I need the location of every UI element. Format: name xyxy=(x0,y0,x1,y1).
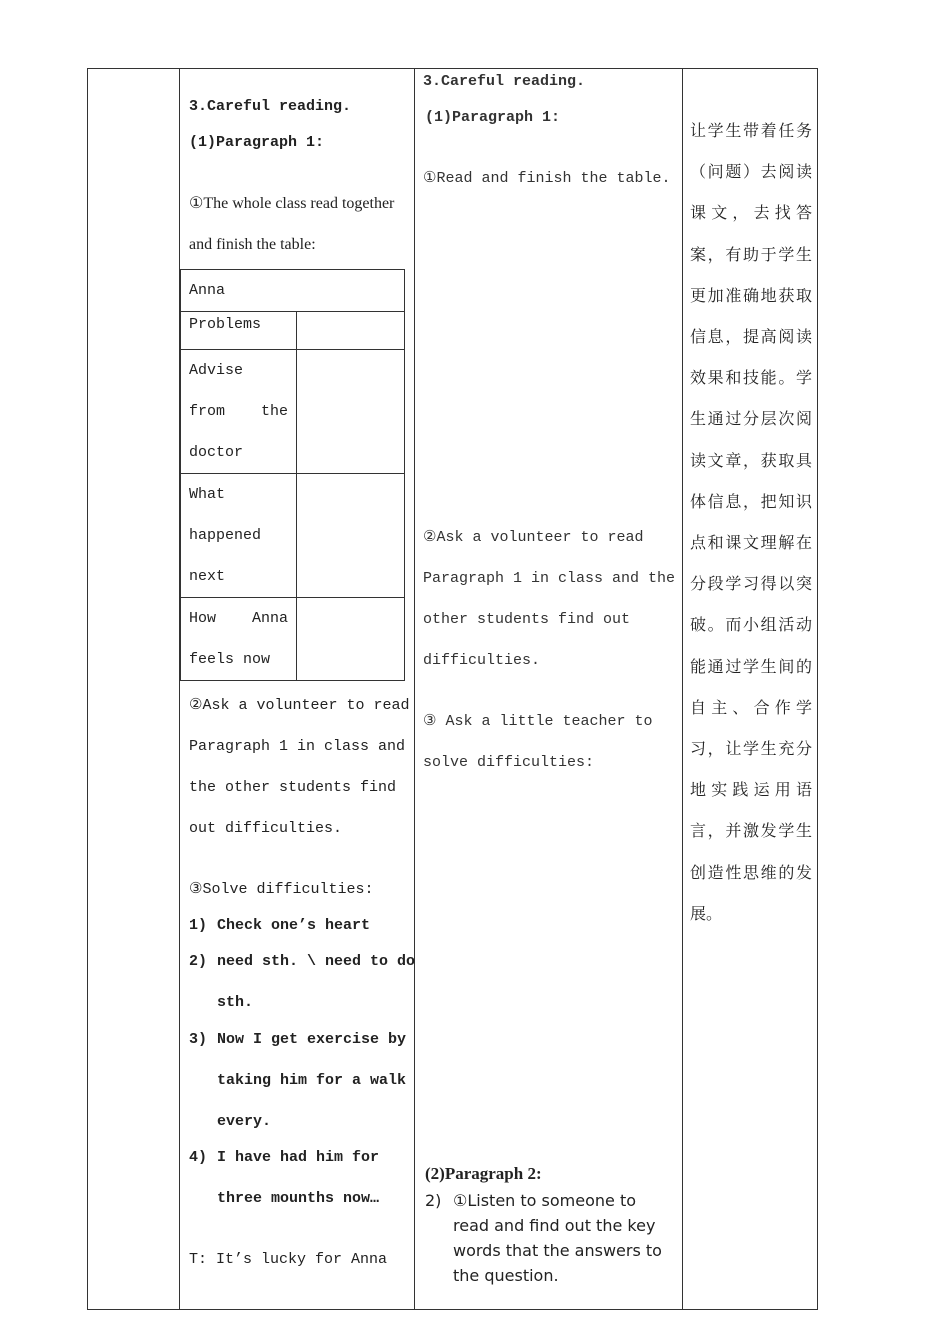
step-three-text: ③Solve difficulties: xyxy=(189,881,374,898)
table-title-cell: Anna xyxy=(181,270,405,312)
step-two-line: ②Ask a volunteer to read xyxy=(423,529,644,546)
paragraph-two-block xyxy=(425,1160,662,1288)
list-number: 2) xyxy=(189,953,208,970)
list-number: 3) xyxy=(189,1031,208,1048)
table-row-label: How Anna feels now xyxy=(181,598,297,681)
step-two-line: other students find out xyxy=(423,611,631,628)
list-item: Check one’s heart xyxy=(217,917,371,934)
section-heading: 3.Careful reading. xyxy=(423,73,586,90)
list-item: three mounths now… xyxy=(217,1190,380,1207)
table-answer-cell[interactable] xyxy=(297,474,405,598)
design-rationale-note: 让学生带着任务（问题）去阅读课文，去找答案，有助于学生更加准确地获取信息，提高阅读效果和技能。学生通过分层次阅读文章，获取具体信息，把知识点和课文理解在分段学习得以突破。而小组活动能通过学生间的自主、合作学习，让学生充分地实践运用语言，并激发学生创造性思维的发展。 xyxy=(690,121,812,923)
paragraph-two-text: ①Listen to someone to read and find out the key words that the answers to the question. xyxy=(453,1191,662,1285)
column-divider xyxy=(682,68,683,1310)
list-item: taking him for a walk xyxy=(217,1072,407,1089)
table-row-label: Advise from the doctor xyxy=(181,350,297,474)
paragraph-two-heading: (2)Paragraph 2: xyxy=(425,1164,542,1183)
anna-table xyxy=(180,269,405,681)
paragraph-heading: (1)Paragraph 1: xyxy=(425,109,561,126)
section-heading: 3.Careful reading. xyxy=(189,98,352,115)
step-one-text: ①Read and finish the table. xyxy=(423,170,671,187)
list-item: sth. xyxy=(217,994,254,1011)
step-two-line: out difficulties. xyxy=(189,820,343,837)
table-answer-cell[interactable] xyxy=(297,350,405,474)
list-number: 2) xyxy=(425,1191,442,1210)
table-answer-cell[interactable] xyxy=(297,598,405,681)
step-two-line: Paragraph 1 in class and the xyxy=(423,570,676,587)
step-two-line: Paragraph 1 in class and xyxy=(189,738,406,755)
step-one-text-cont: and finish the table: xyxy=(189,236,316,253)
paragraph-heading: (1)Paragraph 1: xyxy=(189,134,325,151)
step-two-line: the other students find xyxy=(189,779,397,796)
list-item: need sth. \ need to do xyxy=(217,953,416,970)
list-item: Now I get exercise by xyxy=(217,1031,407,1048)
step-three-line: ③ Ask a little teacher to xyxy=(423,713,653,730)
step-three-line: solve difficulties: xyxy=(423,754,595,771)
list-item: I have had him for xyxy=(217,1149,380,1166)
column-divider xyxy=(414,68,415,1310)
list-item: every. xyxy=(217,1113,272,1130)
step-one-text: ①The whole class read together xyxy=(189,195,395,212)
step-two-line: difficulties. xyxy=(423,652,541,669)
table-row-label: Problems xyxy=(181,312,297,350)
list-number: 4) xyxy=(189,1149,208,1166)
list-number: 1) xyxy=(189,917,208,934)
step-two-line: ②Ask a volunteer to read xyxy=(189,697,410,714)
table-answer-cell[interactable] xyxy=(297,312,405,350)
paragraph-two-item xyxy=(425,1188,662,1288)
teacher-remark: T: It’s lucky for Anna xyxy=(189,1251,388,1268)
column-divider xyxy=(179,68,180,1310)
table-row-label: What happened next xyxy=(181,474,297,598)
